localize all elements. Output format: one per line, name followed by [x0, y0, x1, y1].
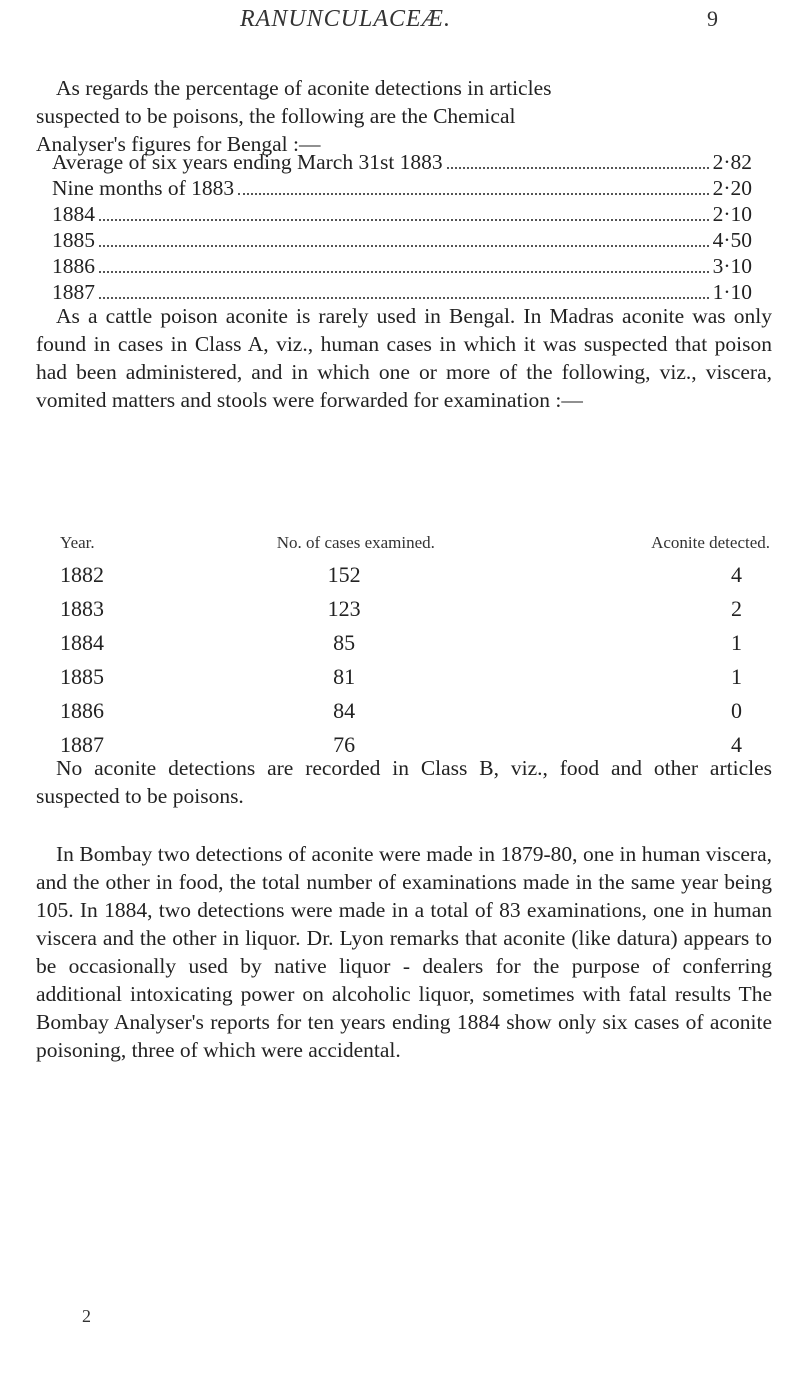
- average-label: 1886: [52, 254, 95, 278]
- average-value: 2·82: [712, 150, 752, 174]
- cell-detected: 4: [731, 562, 742, 587]
- average-row: [52, 176, 752, 202]
- intro-line: Analyser's figures for Bengal :—: [36, 132, 321, 156]
- cell-cases: 76: [333, 732, 356, 757]
- average-value: 1·10: [712, 280, 752, 304]
- bengal-averages-list: [52, 150, 752, 306]
- cell-year: 1882: [60, 562, 104, 587]
- leader-dots: [99, 297, 709, 299]
- table-row: [40, 558, 780, 592]
- average-row: [52, 228, 752, 254]
- average-label: 1885: [52, 228, 95, 252]
- cell-cases: 85: [333, 630, 356, 655]
- average-value: 4·50: [712, 228, 752, 252]
- intro-line: As regards the percentage of aconite detections in articles: [56, 76, 552, 100]
- cell-detected: 4: [731, 732, 742, 757]
- cell-year: 1887: [60, 732, 104, 757]
- average-label: 1887: [52, 280, 95, 304]
- running-title: RANUNCULACEÆ.: [240, 6, 452, 32]
- average-row: [52, 150, 752, 176]
- leader-dots: [99, 271, 709, 273]
- cell-detected: 0: [731, 698, 742, 723]
- table-row: [40, 626, 780, 660]
- table-row: [40, 694, 780, 728]
- leader-dots: [99, 245, 709, 247]
- cell-detected: 1: [731, 664, 742, 689]
- cell-cases: 123: [327, 596, 361, 621]
- cell-cases: 81: [333, 664, 356, 689]
- header-cases: No. of cases examined.: [276, 533, 435, 552]
- page-header: [0, 6, 800, 46]
- class-b-paragraph: No aconite detections are recorded in Class B, viz., food and other articles suspected to be poisons.: [36, 756, 772, 808]
- leader-dots: [238, 193, 708, 195]
- cell-year: 1884: [60, 630, 104, 655]
- header-detected: Aconite detected.: [651, 533, 771, 552]
- average-label: 1884: [52, 202, 95, 226]
- cell-cases: 152: [327, 562, 361, 587]
- average-label: Average of six years ending March 31st 1883: [52, 150, 443, 174]
- cell-year: 1886: [60, 698, 104, 723]
- table-row: [40, 660, 780, 694]
- cell-detected: 1: [731, 630, 742, 655]
- page-number: 9: [707, 6, 718, 31]
- table-row: [40, 592, 780, 626]
- cattle-paragraph: As a cattle poison aconite is rarely used in Bengal. In Madras aconite was only found in cases in Class A, viz., human cases in which it was suspected that poison had been administered, and in which one or more of the following, viz., viscera, vomited matters and stools were forwarded for examination :—: [36, 304, 772, 412]
- header-year: Year.: [60, 533, 95, 552]
- average-row: [52, 254, 752, 280]
- intro-paragraph: [36, 74, 772, 158]
- cell-year: 1883: [60, 596, 104, 621]
- cell-year: 1885: [60, 664, 104, 689]
- bombay-paragraph: In Bombay two detections of aconite were made in 1879-80, one in human viscera, and the other in food, the total number of examinations made in the same year being 105. In 1884, two detections were made in a total of 83 examinations, one in human viscera and the other in liquor. Dr. Lyon remarks that aconite (like datura) appears to be occasionally used by native liquor - dealers for the purpose of conferring additional intoxicating power on alcoholic liquor, sometimes with fatal results The Bombay Analyser's reports for ten years ending 1884 show only six cases of aconite poisoning, three of which were accidental.: [36, 842, 772, 1062]
- average-value: 2·20: [712, 176, 752, 200]
- cell-detected: 2: [731, 596, 742, 621]
- average-value: 2·10: [712, 202, 752, 226]
- leader-dots: [99, 219, 709, 221]
- table-header: [40, 528, 780, 558]
- average-row: [52, 202, 752, 228]
- average-label: Nine months of 1883: [52, 176, 235, 200]
- signature-mark: 2: [82, 1306, 91, 1326]
- intro-line: suspected to be poisons, the following are the Chemical: [36, 104, 516, 128]
- leader-dots: [447, 167, 709, 169]
- average-value: 3·10: [712, 254, 752, 278]
- detections-table: [40, 528, 780, 762]
- cell-cases: 84: [333, 698, 356, 723]
